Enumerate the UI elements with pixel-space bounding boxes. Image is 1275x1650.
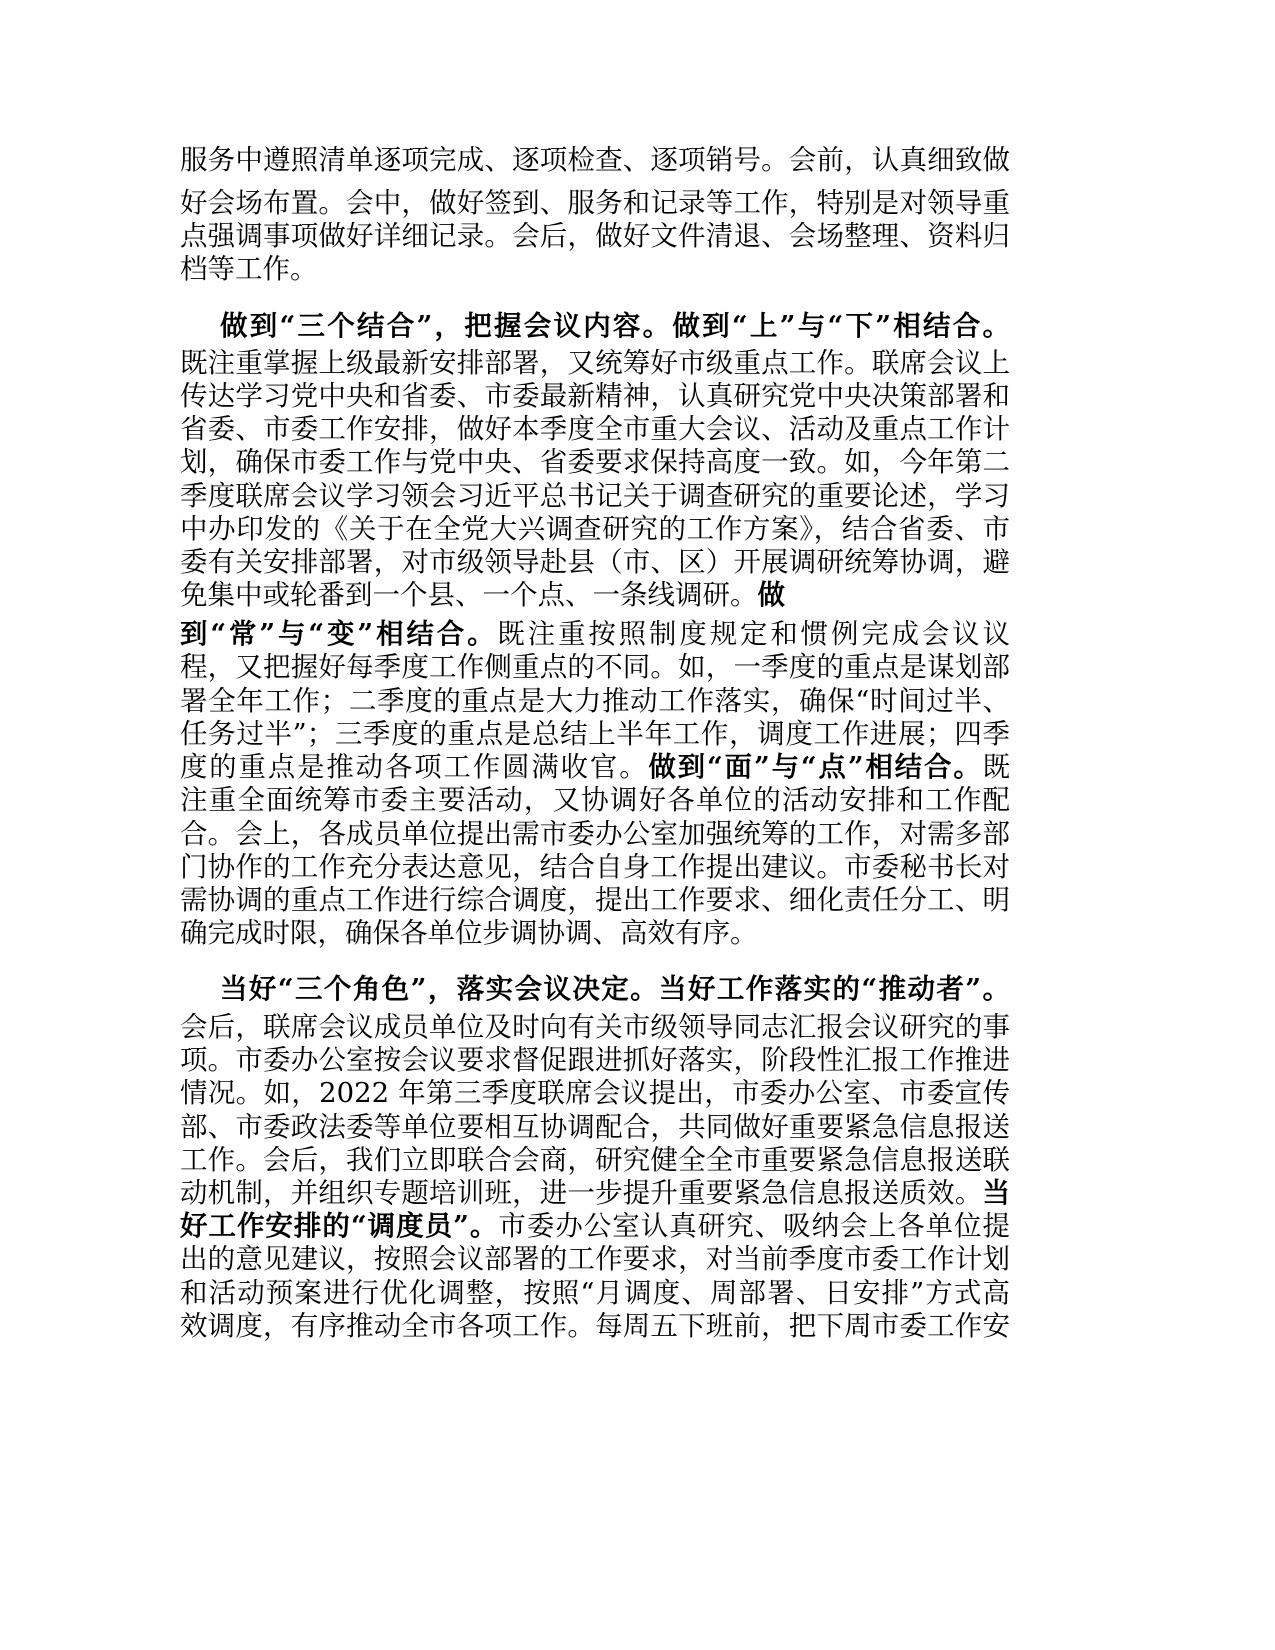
text-run: 划，确保市委工作与党中央、省委要求保持高度一致。如，今年第二 — [180, 446, 1010, 478]
text-run: 既注重掌握上级最新安排部署，又统筹好市级重点工作。联席会议上 — [180, 347, 1010, 379]
text-run: 程，又把握好每季度工作侧重点的不同。如，一季度的重点是谋划部 — [180, 651, 1010, 683]
text-run: 任务过半”；三季度的重点是总结上半年工作，调度工作进展；四季 — [180, 718, 1010, 750]
bold-run: 当好“三个角色”，落实会议决定。当好工作落实的“推动者”。 — [220, 973, 1010, 1005]
text-run: 会后，联席会议成员单位及时向有关市级领导同志汇报会议研究的事 — [180, 1011, 1010, 1043]
text-run: 出的意见建议，按照会议部署的工作要求，对当前季度市委工作计划 — [180, 1243, 1010, 1275]
text-run: 部、市委政法委等单位要相互协调配合，共同做好重要紧急信息报送 — [180, 1111, 1010, 1143]
text-run: 市委办公室认真研究、吸纳会上各单位提 — [498, 1210, 1010, 1242]
text-run: 季度联席会议学习领会习近平总书记关于调查研究的重要论述，学习 — [180, 480, 1010, 512]
text-run: 省委、市委工作安排，做好本季度全市重大会议、活动及重点工作计 — [180, 413, 1010, 445]
bold-run: 到“常”与“变”相结合。 — [180, 618, 498, 650]
text-line — [180, 140, 1010, 180]
text-run: 传达学习党中央和省委、市委最新精神，认真研究党中央决策部署和 — [180, 380, 1010, 412]
text-line — [180, 575, 1010, 615]
text-line — [180, 249, 1010, 289]
section-heading-line — [180, 306, 1010, 346]
text-run: 情况。如，2022 年第三季度联席会议提出，市委办公室、市委宣传 — [180, 1077, 1010, 1109]
text-run: 合。会上，各成员单位提出需市委办公室加强统筹的工作，对需多部 — [180, 818, 1010, 850]
bold-run: 做到“三个结合”，把握会议内容。做到“上”与“下”相结合。 — [220, 310, 1010, 342]
section-heading-line — [180, 969, 1010, 1009]
text-run: 度的重点是推动各项工作圆满收官。 — [180, 752, 649, 783]
text-run: 确完成时限，确保各单位步调协调、高效有序。 — [180, 917, 758, 949]
text-run: 效调度，有序推动全市各项工作。每周五下班前，把下周市委工作安 — [180, 1310, 1010, 1342]
text-run: 委有关安排部署，对市级领导赴县（市、区）开展调研统筹协调，避 — [180, 546, 1010, 578]
text-run: 既注重按照制度规定和惯例完成会议议 — [497, 619, 1010, 650]
bold-run: 当 — [982, 1177, 1010, 1209]
text-run: 需协调的重点工作进行综合调度，提出工作要求、细化责任分工、明 — [180, 884, 1010, 916]
text-run: 既 — [982, 752, 1010, 783]
bold-run: 做 — [757, 579, 785, 611]
text-run: 注重全面统筹市委主要活动，又协调好各单位的活动安排和工作配 — [180, 784, 1010, 816]
text-line — [180, 1306, 1010, 1346]
text-run: 点强调事项做好详细记录。会后，做好文件清退、会场整理、资料归 — [180, 220, 1010, 252]
text-run: 门协作的工作充分表达意见，结合自身工作提出建议。市委秘书长对 — [180, 851, 1010, 883]
text-run: 署全年工作；二季度的重点是大力推动工作落实，确保“时间过半、 — [180, 685, 1010, 717]
text-run: 服务中遵照清单逐项完成、逐项检查、逐项销号。会前，认真细致做 — [180, 144, 1010, 176]
bold-run: 好工作安排的“调度员”。 — [180, 1210, 499, 1242]
bold-run: 做到“面”与“点”相结合。 — [648, 751, 983, 783]
text-run: 免集中或轮番到一个县、一个点、一条线调研。 — [180, 579, 758, 611]
text-run: 项。市委办公室按会议要求督促跟进抓好落实，阶段性汇报工作推进 — [180, 1044, 1010, 1076]
text-run: 工作。会后，我们立即联合会商，研究健全全市重要紧急信息报送联 — [180, 1144, 1010, 1176]
text-run: 和活动预案进行优化调整，按照“月调度、周部署、日安排”方式高 — [180, 1277, 1010, 1309]
text-line — [180, 913, 1010, 953]
text-run: 中办印发的《关于在全党大兴调查研究的工作方案》，结合省委、市 — [180, 513, 1010, 545]
text-run: 档等工作。 — [180, 253, 318, 285]
text-run: 动机制，并组织专题培训班，进一步提升重要紧急信息报送质效。 — [180, 1177, 983, 1209]
text-run: 好会场布置。会中，做好签到、服务和记录等工作，特别是对领导重 — [180, 187, 1010, 219]
